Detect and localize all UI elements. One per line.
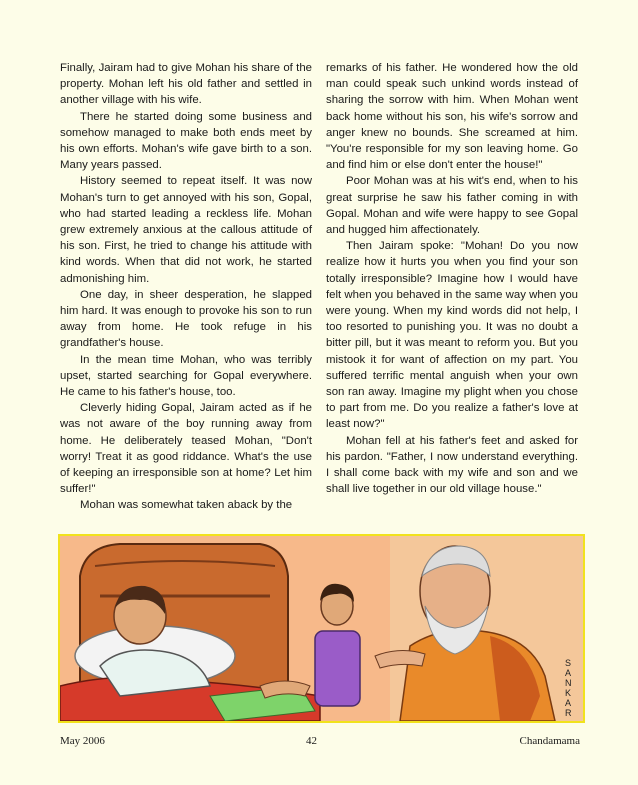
paragraph: remarks of his father. He wondered how the old man could speak such unkind words instead of sharing the sorrow with him. When Mohan went back home without his son, his wife's sorrow and anger knew no bounds. She screamed at him. "You're responsible for my son leaving home. Go and find him or else don't enter the house!" (326, 62, 578, 172)
paragraph: There he started doing some business and somehow managed to make both ends meet by his own efforts. Mohan's wife gave birth to a son. Many years passed. (60, 110, 312, 172)
illustration-scene (60, 536, 583, 721)
paragraph: One day, in sheer desperation, he slapped him hard. It was enough to provoke his son to run away from home. He took refuge in his grandfather's house. (60, 288, 312, 350)
paragraph: In the mean time Mohan, who was terribly upset, started searching for Gopal everywhere. He came to his father's house, too. (60, 353, 312, 399)
story-illustration (58, 534, 585, 723)
page-number: 42 (306, 735, 317, 747)
paragraph: Mohan was somewhat taken aback by the (80, 499, 293, 512)
paragraph: Then Jairam spoke: "Mohan! Do you now realize how it hurts you when you find your son totally irresponsible? Imagine how I would have felt when you behaved in the same way when you were young. When my kind words did not help, I too resorted to punishing you. It was no doubt a bitter pill, but it was meant to reform you. But you mistook it for want of affection on my part. You suffered terrific mental anguish when your own son ran away. Imagine my plight when you chose to part from me. Do you realize a father's love at least now?" (326, 240, 578, 431)
left-text-column (60, 60, 312, 514)
paragraph: History seemed to repeat itself. It was now Mohan's turn to get annoyed with his son, Gopal, who had started leading a reckless life. Mohan grew extremely anxious at the callous attitude of his son. First, he tried to change his attitude with kind words. When that did not work, he started admonishing him. (60, 175, 312, 285)
paragraph: Cleverly hiding Gopal, Jairam acted as if he was not aware of the boy running away from home. He deliberately teased Mohan, "Don't worry! Treat it as good riddance. What's the use of keeping an irresponsible son at home? Let him suffer!" (60, 402, 312, 496)
paragraph: Mohan fell at his father's feet and asked for his pardon. "Father, I now understand everything. I shall come back with my wife and son and we shall live together in our old village house." (326, 434, 578, 496)
artist-signature: S A N K A R (565, 658, 572, 718)
paragraph: Finally, Jairam had to give Mohan his share of the property. Mohan left his old father and settled in another village with his wife. (60, 62, 312, 107)
magazine-name: Chandamama (519, 735, 580, 747)
right-text-column (326, 60, 578, 497)
paragraph: Poor Mohan was at his wit's end, when to his great surprise he saw his father coming in with Gopal. Mohan and wife were happy to see Gopal and hugged him affectionately. (326, 175, 578, 237)
footer-date: May 2006 (60, 735, 105, 747)
